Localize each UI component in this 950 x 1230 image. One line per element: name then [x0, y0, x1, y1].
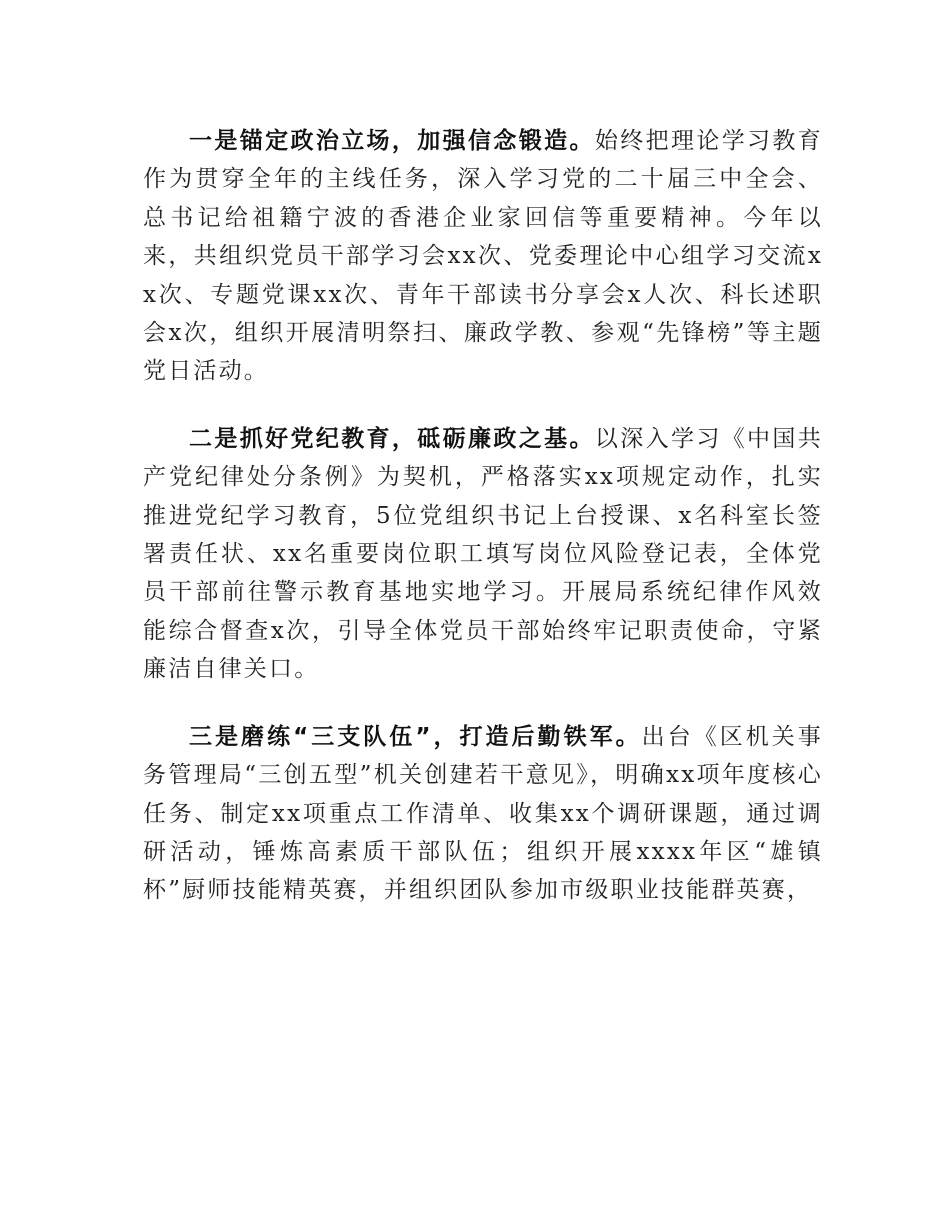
- paragraph-3-body: 出台《区机关事务管理局“三创五型”机关创建若干意见》，明确xx项年度核心任务、制定xx项重点工作清单、收集xx个调研课题，通过调研活动，锤炼高素质干部队伍；组织开展xxxx年区“雄镇杯”厨师技能精英赛，并组织团队参加市级职业技能群英赛，: [143, 723, 823, 904]
- document-body: [143, 122, 823, 910]
- paragraph-2-lead: 二是抓好党纪教育，砥砺廉政之基。: [189, 425, 595, 452]
- paragraph-3-lead: 三是磨练“三支队伍”，打造后勤铁军。: [189, 723, 642, 750]
- paragraph-2: [143, 420, 823, 689]
- paragraph-1: [143, 122, 823, 391]
- paragraph-2-body: 以深入学习《中国共产党纪律处分条例》为契机，严格落实xx项规定动作，扎实推进党纪学习教育，5位党组织书记上台授课、x名科室长签署责任状、xx名重要岗位职工填写岗位风险登记表，全体党员干部前往警示教育基地实地学习。开展局系统纪律作风效能综合督查x次，引导全体党员干部始终牢记职责使命，守紧廉洁自律关口。: [143, 425, 823, 683]
- paragraph-3: [143, 718, 823, 910]
- paragraph-1-body: 始终把理论学习教育作为贯穿全年的主线任务，深入学习党的二十届三中全会、总书记给祖籍宁波的香港企业家回信等重要精神。今年以来，共组织党员干部学习会xx次、党委理论中心组学习交流xx次、专题党课xx次、青年干部读书分享会x人次、科长述职会x次，组织开展清明祭扫、廉政学教、参观“先锋榜”等主题党日活动。: [143, 128, 823, 385]
- paragraph-1-lead: 一是锚定政治立场，加强信念锻造。: [189, 128, 595, 154]
